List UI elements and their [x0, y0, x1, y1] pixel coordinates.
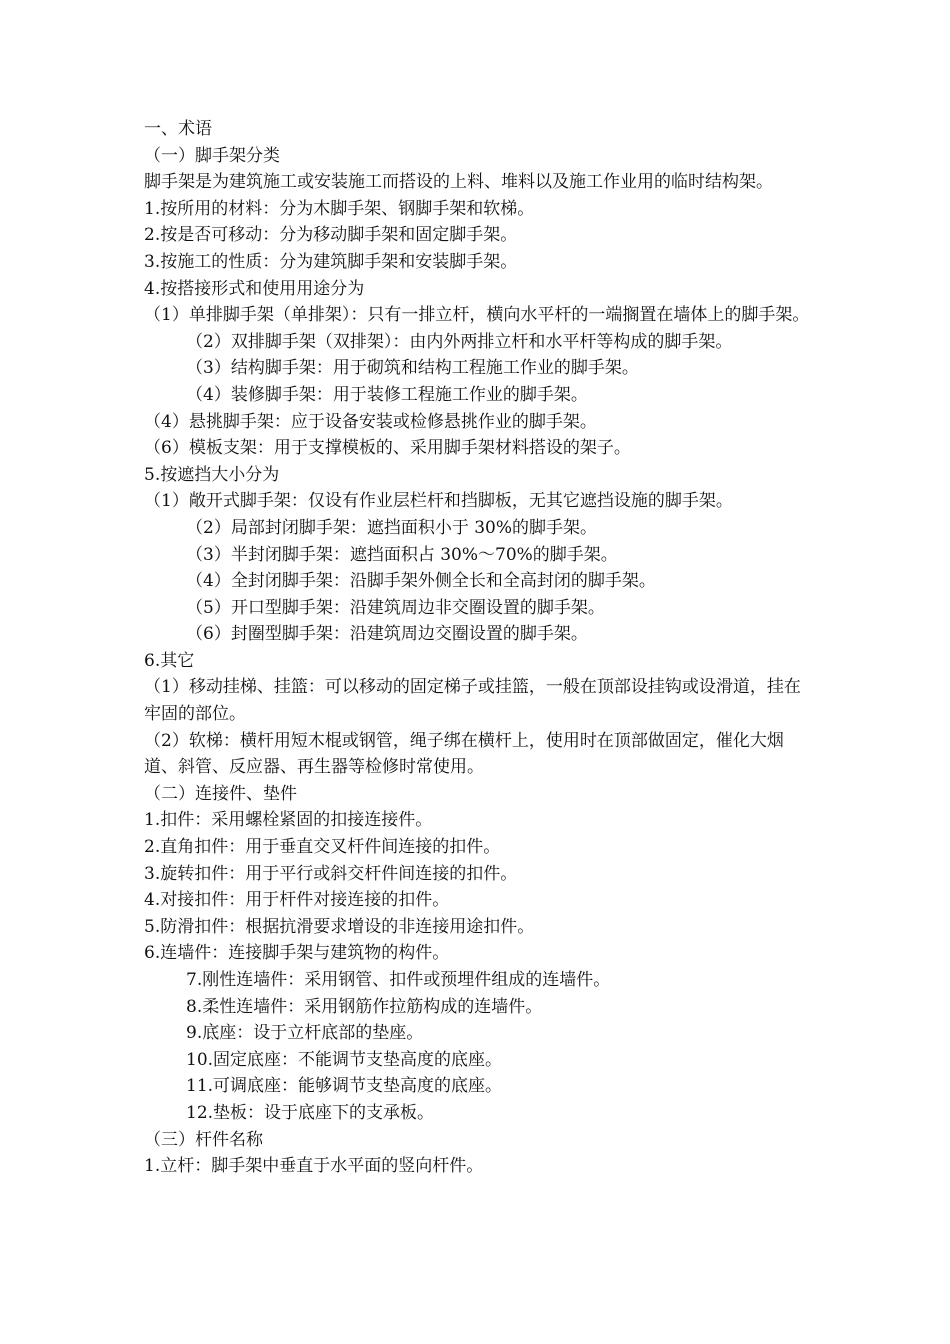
list-item: 7.刚性连墙件：采用钢管、扣件或预埋件组成的连墙件。: [186, 970, 611, 990]
list-item: （6）封圈型脚手架：沿建筑周边交圈设置的脚手架。: [186, 624, 588, 645]
list-item: （2）软梯：横杆用短木棍或钢管，绳子绑在横杆上，使用时在顶部做固定，催化大烟道、斜管、反应器、再生器等检修时常使用。: [144, 730, 784, 778]
list-item: （1）单排脚手架（单排架）：只有一排立杆，横向水平杆的一端搁置在墙体上的脚手架。: [144, 305, 810, 326]
list-item: （6）模板支架：用于支撑模板的、采用脚手架材料搭设的架子。: [144, 438, 631, 459]
list-item: （4）装修脚手架：用于装修工程施工作业的脚手架。: [186, 384, 588, 405]
list-item: 4.按搭接形式和使用用途分为: [144, 278, 365, 299]
subsection-heading: （二）连接件、垫件: [144, 783, 297, 804]
subsection-heading: （一）脚手架分类: [144, 145, 280, 166]
section-heading: 一、术语: [144, 119, 212, 139]
list-item: 5.按遮挡大小分为: [144, 464, 280, 485]
list-item: 11.可调底座：能够调节支垫高度的底座。: [186, 1076, 503, 1097]
list-item: （2）双排脚手架（双排架）：由内外两排立杆和水平杆等构成的脚手架。: [186, 331, 733, 352]
list-item: 8.柔性连墙件：采用钢筋作拉筋构成的连墙件。: [186, 996, 543, 1017]
list-item: （5）开口型脚手架：沿建筑周边非交圈设置的脚手架。: [186, 597, 605, 618]
list-item: （1）敞开式脚手架：仅设有作业层栏杆和挡脚板，无其它遮挡设施的脚手架。: [144, 491, 733, 512]
list-item: 3.旋转扣件：用于平行或斜交杆件间连接的扣件。: [144, 863, 518, 884]
list-item: 4.对接扣件：用于杆件对接连接的扣件。: [144, 890, 450, 911]
list-item: 12.垫板：设于底座下的支承板。: [186, 1102, 435, 1123]
list-item: （4）全封闭脚手架：沿脚手架外侧全长和全高封闭的脚手架。: [186, 571, 656, 592]
list-item: 1.扣件：采用螺栓紧固的扣接连接件。: [144, 810, 433, 831]
list-item: 5.防滑扣件：根据抗滑要求增设的非连接用途扣件。: [144, 916, 535, 937]
list-item: 9.底座：设于立杆底部的垫座。: [186, 1023, 424, 1044]
list-item: （4）悬挑脚手架：应于设备安装或检修悬挑作业的脚手架。: [144, 411, 597, 432]
list-item: 10.固定底座：不能调节支垫高度的底座。: [186, 1049, 503, 1070]
list-item: （1）移动挂梯、挂篮：可以移动的固定梯子或挂篮，一般在顶部设挂钩或设滑道，挂在牢固的部位。: [144, 677, 801, 725]
list-item: 2.按是否可移动：分为移动脚手架和固定脚手架。: [144, 225, 518, 246]
paragraph: 脚手架是为建筑施工或安装施工而搭设的上料、堆料以及施工作业用的临时结构架。: [144, 172, 773, 193]
list-item: 1.按所用的材料：分为木脚手架、钢脚手架和软梯。: [144, 198, 535, 219]
list-item: （3）结构脚手架：用于砌筑和结构工程施工作业的脚手架。: [186, 358, 639, 379]
document-body: [144, 116, 814, 1180]
list-item: 1.立杆：脚手架中垂直于水平面的竖向杆件。: [144, 1156, 484, 1177]
list-item: 2.直角扣件：用于垂直交叉杆件间连接的扣件。: [144, 837, 501, 858]
subsection-heading: （三）杆件名称: [144, 1129, 263, 1150]
list-item: 6.连墙件：连接脚手架与建筑物的构件。: [144, 943, 450, 964]
list-item: （3）半封闭脚手架：遮挡面积占 30%～70%的脚手架。: [186, 544, 618, 565]
list-item: （2）局部封闭脚手架：遮挡面积小于 30%的脚手架。: [186, 517, 598, 538]
list-item: 3.按施工的性质：分为建筑脚手架和安装脚手架。: [144, 251, 518, 272]
list-item: 6.其它: [144, 650, 195, 671]
